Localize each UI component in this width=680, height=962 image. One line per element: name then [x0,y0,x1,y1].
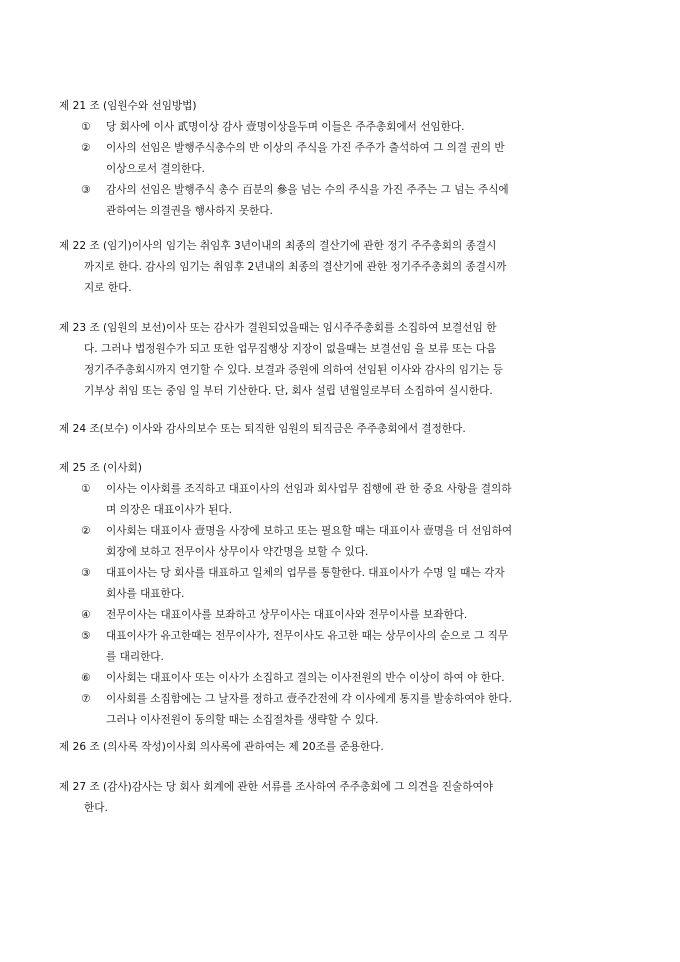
article-21 [59,96,629,222]
clause-1 [59,117,629,138]
clause-number: ② [81,142,91,154]
article-text: 제 26 조 (의사록 작성)이사회 의사록에 관하여는 제 20조를 준용한다. [59,741,384,753]
clause-text-continued: 회장에 보하고 전무이사 상무이사 약간명을 보할 수 있다. [106,546,369,558]
clause-text: 대표이사는 당 회사를 대표하고 일체의 업무를 통할한다. 대표이사가 수명 일 때는 각자 [106,567,505,579]
clause-text: 이사회를 소집함에는 그 날자를 정하고 壹주간전에 각 이사에게 통지를 발송하여야 한다. [106,693,512,705]
clause-text: 당 회사에 이사 貳명이상 감사 壹명이상을두며 이들은 주주총회에서 선임한다. [106,121,465,133]
clause-text-continued: 를 대리한다. [106,651,164,663]
article-text-continued: 까지로 한다. 감사의 임기는 취임후 2년내의 최종의 결산기에 관한 정기주주총회의 종결시까 [84,261,507,273]
article-text: 제 22 조 (임기)이사의 임기는 취임후 3년이내의 최종의 결산기에 관한 정기 주주총회의 종결시 [59,240,497,252]
clause-number: ③ [81,184,91,196]
clause-2 [59,521,629,563]
clause-5 [59,626,629,668]
article-text: 제 23 조 (임원의 보선)이사 또는 감사가 결원되었을때는 임시주주총회를 소집하여 보결선임 한 [59,322,497,334]
article-text-continued: 다. 그러나 법정원수가 되고 또한 업무집행상 지장이 없을때는 보결선임 을 보류 또는 다음 [84,343,497,355]
article-26 [59,737,629,758]
clause-number: ⑤ [81,630,91,642]
article-text: 제 27 조 (감사)감사는 당 회사 회계에 관한 서류를 조사하여 주주총회에 그 의견을 진술하여야 [59,781,493,793]
clause-3 [59,563,629,605]
clause-7 [59,689,629,731]
article-text-continued: 정기주주총회시까지 연기할 수 있다. 보결과 증원에 의하여 선임된 이사와 감사의 임기는 등 [84,364,504,376]
article-text-continued: 한다. [84,802,108,814]
clause-number: ⑦ [81,693,91,705]
article-text-continued: 기부상 취임 또는 중임 일 부터 기산한다. 단, 회사 설립 년월일로부터 소집하여 실시한다. [84,385,493,397]
clause-number: ④ [81,609,91,621]
clause-number: ⑥ [81,672,91,684]
article-24 [59,419,629,440]
article-heading: 제 25 조 (이사회) [59,462,143,474]
clause-text: 이사회는 대표이사 또는 이사가 소집하고 결의는 이사전원의 반수 이상이 하여 야 한다. [106,672,505,684]
clause-3 [59,180,629,222]
clause-text: 대표이사가 유고한때는 전무이사가, 전무이사도 유고한 때는 상무이사의 순으로 그 직무 [106,630,509,642]
clause-text-continued: 회사를 대표한다. [106,588,185,600]
clause-number: ① [81,121,91,133]
clause-number: ③ [81,567,91,579]
clause-text: 이사회는 대표이사 壹명을 사장에 보하고 또는 필요할 때는 대표이사 壹명을 더 선임하여 [106,525,513,537]
article-text: 제 24 조(보수) 이사와 감사의보수 또는 퇴직한 임원의 퇴직금은 주주총회에서 결정한다. [59,423,466,435]
clause-text-continued: 그러나 이사전원이 동의할 때는 소집절차를 생략할 수 있다. [106,714,379,726]
clause-2 [59,138,629,180]
clause-text: 이사의 선임은 발행주식총수의 반 이상의 주식을 가진 주주가 출석하여 그 의결 권의 반 [106,142,505,154]
article-22 [59,236,629,299]
article-27 [59,777,629,819]
article-text-continued: 지로 한다. [84,282,132,294]
clause-number: ① [81,483,91,495]
clause-text-continued: 며 의장은 대표이사가 된다. [106,504,233,516]
clause-4 [59,605,629,626]
clause-6 [59,668,629,689]
article-23 [59,318,629,402]
clause-text: 이사는 이사회를 조직하고 대표이사의 선임과 회사업무 집행에 관 한 중요 사항을 결의하 [106,483,512,495]
clause-number: ② [81,525,91,537]
clause-1 [59,479,629,521]
article-25 [59,458,629,731]
clause-text-continued: 관하여는 의결권을 행사하지 못한다. [106,205,273,217]
clause-text-continued: 이상으로서 결의한다. [106,163,205,175]
article-heading: 제 21 조 (임원수와 선임방법) [59,100,197,112]
clause-text: 감사의 선임은 발행주식 총수 百분의 參을 넘는 수의 주식을 가진 주주는 그 넘는 주식에 [106,184,509,196]
clause-text: 전무이사는 대표이사를 보좌하고 상무이사는 대표이사와 전무이사를 보좌한다. [106,609,468,621]
